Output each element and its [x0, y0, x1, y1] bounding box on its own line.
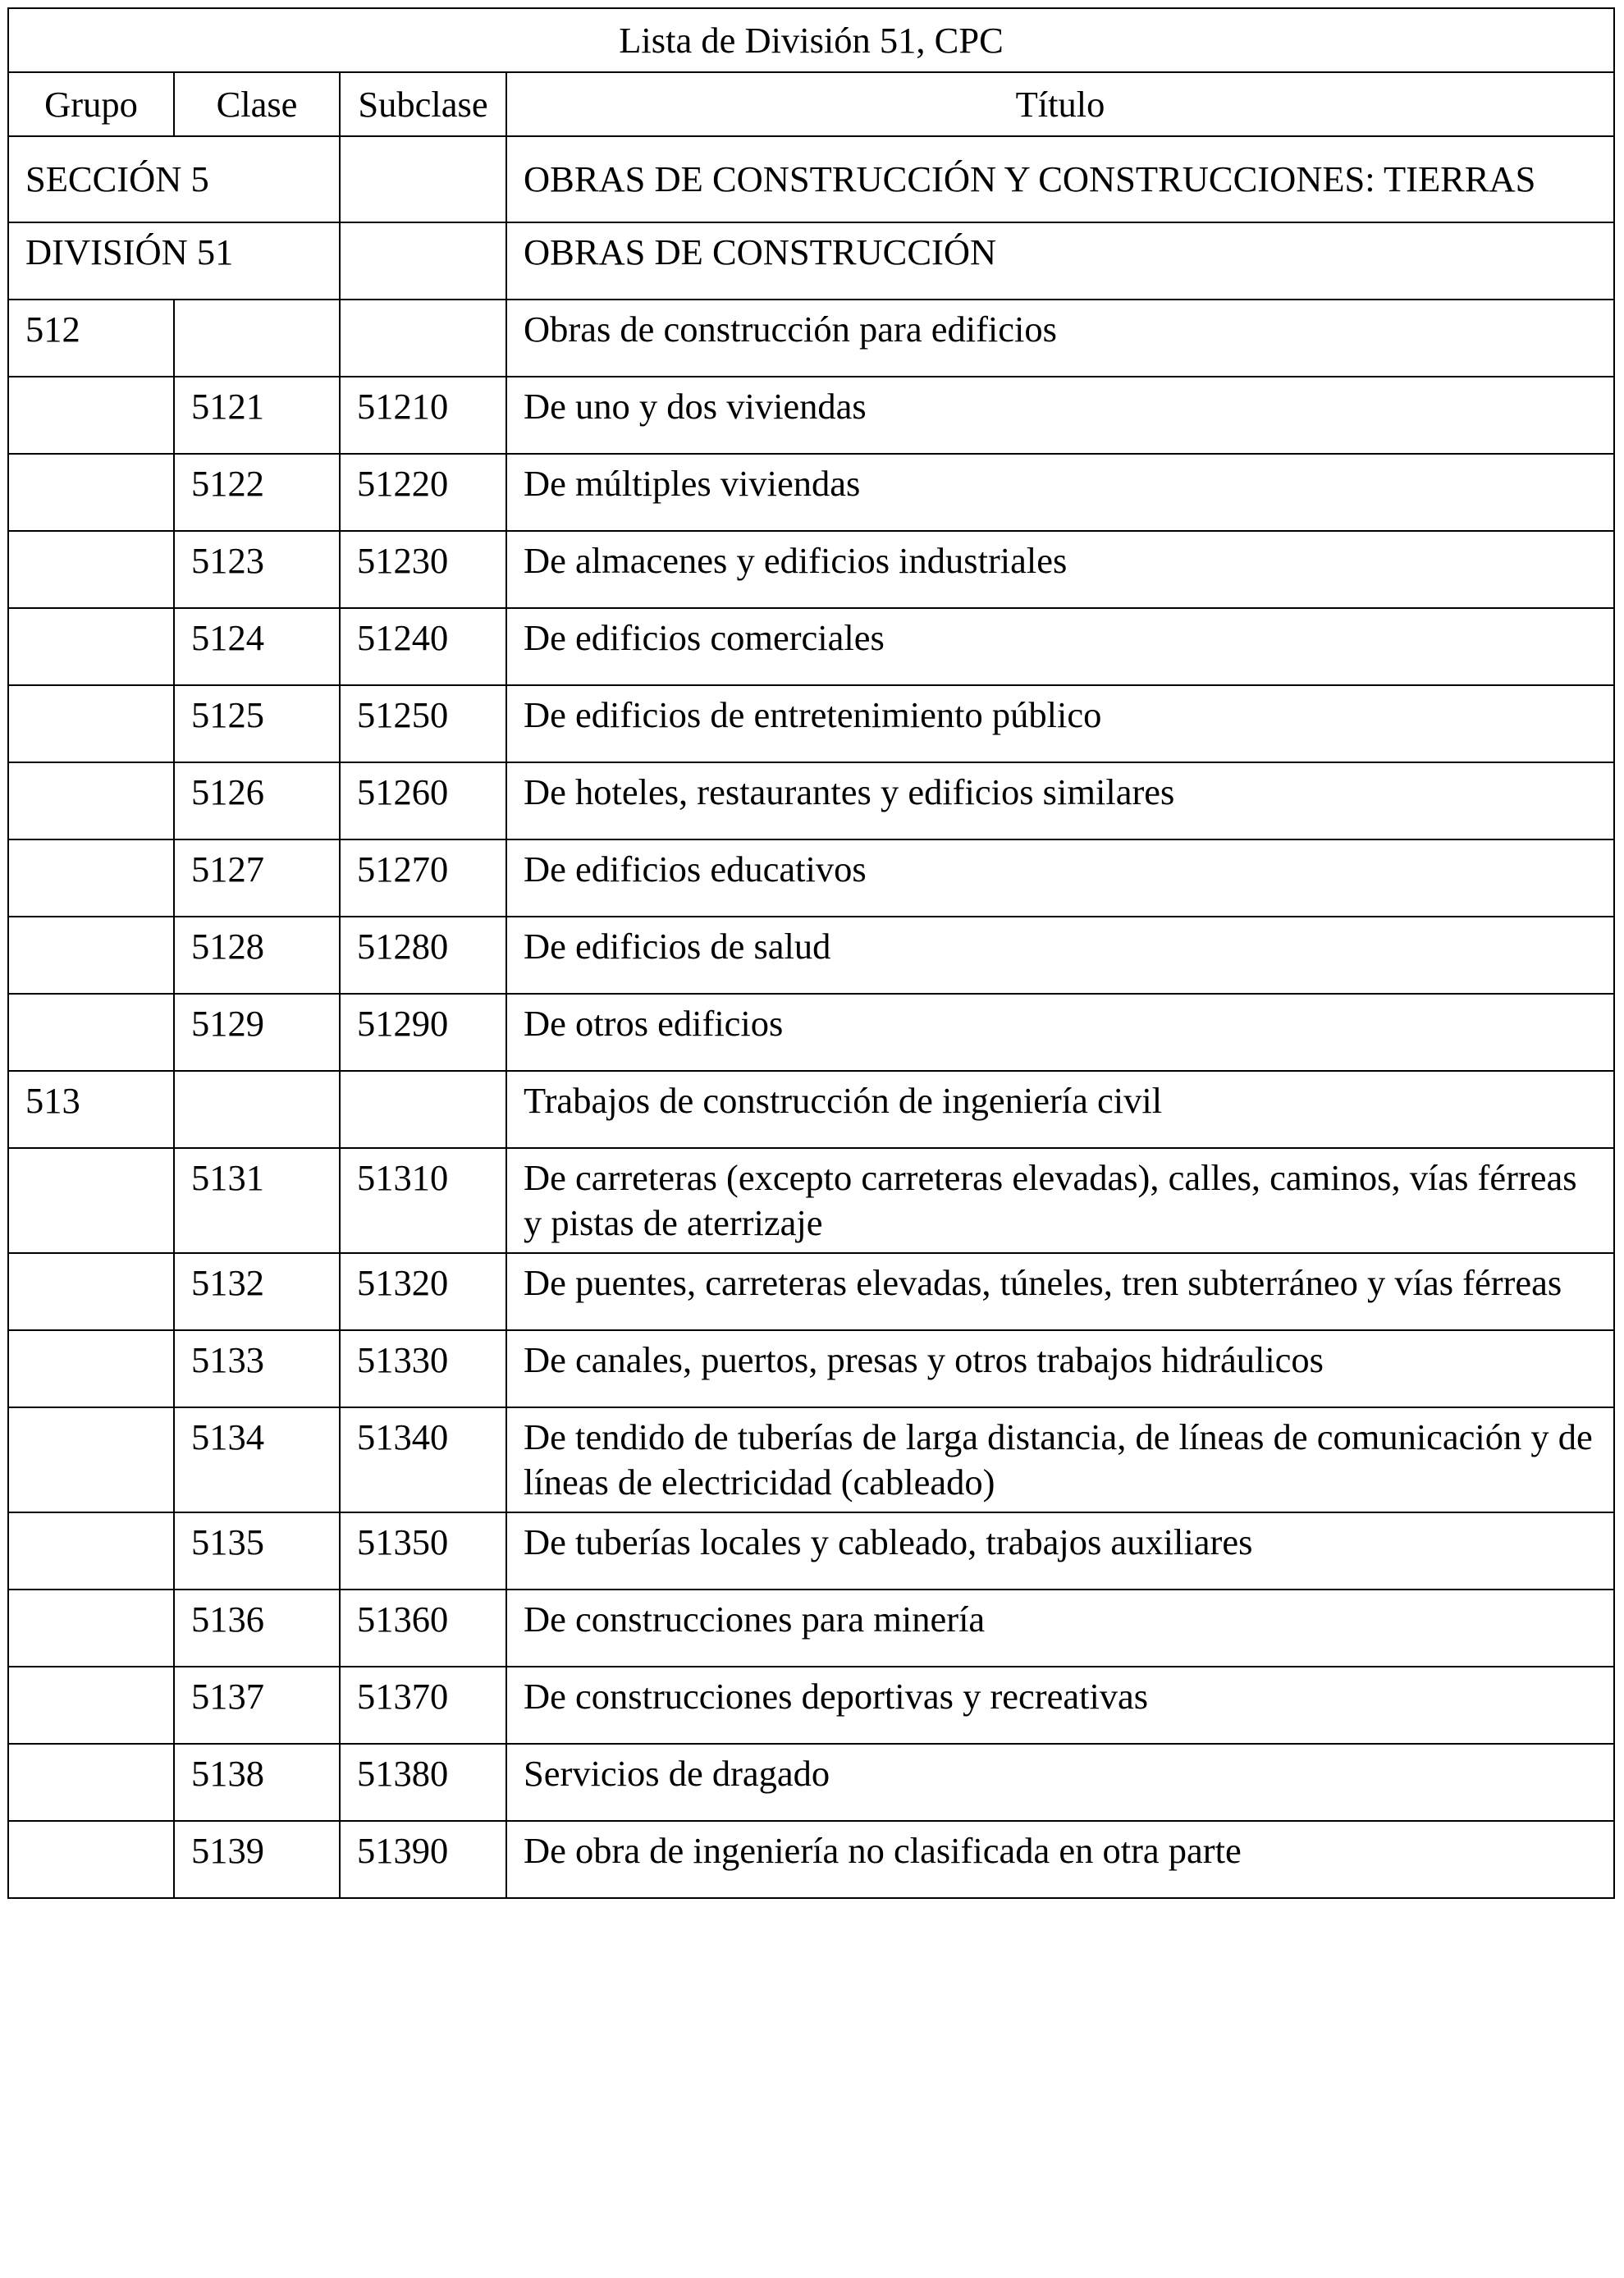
cell-subclase [340, 222, 506, 300]
cell-grupo [8, 377, 174, 454]
cell-titulo: De construcciones deportivas y recreativas [506, 1667, 1614, 1744]
cell-titulo: Trabajos de construcción de ingeniería civil [506, 1071, 1614, 1148]
cell-clase: 5134 [174, 1407, 340, 1512]
cell-grupo [8, 762, 174, 839]
table-row [8, 1071, 1614, 1148]
cell-titulo: De uno y dos viviendas [506, 377, 1614, 454]
table-row [8, 1407, 1614, 1512]
cell-titulo: De edificios educativos [506, 839, 1614, 917]
cell-subclase: 51220 [340, 454, 506, 531]
table-title: Lista de División 51, CPC [8, 8, 1614, 72]
cell-titulo: De puentes, carreteras elevadas, túneles, tren subterráneo y vías férreas [506, 1253, 1614, 1330]
cell-clase: 5121 [174, 377, 340, 454]
cell-subclase: 51230 [340, 531, 506, 608]
cell-subclase: 51280 [340, 917, 506, 994]
header-grupo: Grupo [8, 72, 174, 136]
cell-clase: 5124 [174, 608, 340, 685]
table-row [8, 222, 1614, 300]
table-row [8, 1148, 1614, 1253]
cell-clase: 5126 [174, 762, 340, 839]
cell-subclase: 51360 [340, 1590, 506, 1667]
cell-grupo [8, 994, 174, 1071]
section-row [8, 136, 1614, 222]
cell-titulo: De obra de ingeniería no clasificada en otra parte [506, 1821, 1614, 1898]
cell-subclase: 51270 [340, 839, 506, 917]
cell-grupo [8, 1407, 174, 1512]
cell-grupo [8, 1253, 174, 1330]
cell-clase: 5122 [174, 454, 340, 531]
cell-clase: 5133 [174, 1330, 340, 1407]
table-row [8, 454, 1614, 531]
table-row [8, 1512, 1614, 1590]
cell-subclase: 51330 [340, 1330, 506, 1407]
cell-clase: 5135 [174, 1512, 340, 1590]
table-row [8, 994, 1614, 1071]
cell-clase [174, 300, 340, 377]
table-row [8, 917, 1614, 994]
cell-subclase [340, 300, 506, 377]
cell-subclase: 51340 [340, 1407, 506, 1512]
cell-grupo [8, 1590, 174, 1667]
cell-subclase: 51320 [340, 1253, 506, 1330]
table-title-row [8, 8, 1614, 72]
cpc-division-table [7, 7, 1615, 1899]
section-subclase [340, 136, 506, 222]
table-row [8, 377, 1614, 454]
cell-subclase: 51260 [340, 762, 506, 839]
table-row [8, 685, 1614, 762]
cell-grupo: DIVISIÓN 51 [8, 222, 340, 300]
section-label: SECCIÓN 5 [8, 136, 340, 222]
cell-clase: 5131 [174, 1148, 340, 1253]
cell-grupo [8, 1330, 174, 1407]
cell-titulo: De canales, puertos, presas y otros trabajos hidráulicos [506, 1330, 1614, 1407]
cell-grupo [8, 1667, 174, 1744]
cell-titulo: De otros edificios [506, 994, 1614, 1071]
cell-titulo: De almacenes y edificios industriales [506, 531, 1614, 608]
cell-subclase: 51310 [340, 1148, 506, 1253]
cell-grupo [8, 839, 174, 917]
cell-clase: 5137 [174, 1667, 340, 1744]
cell-subclase: 51290 [340, 994, 506, 1071]
cell-clase: 5123 [174, 531, 340, 608]
cell-grupo [8, 685, 174, 762]
cell-grupo [8, 608, 174, 685]
cell-subclase [340, 1071, 506, 1148]
table-row [8, 1330, 1614, 1407]
cell-subclase: 51210 [340, 377, 506, 454]
table-row [8, 1253, 1614, 1330]
table-row [8, 1590, 1614, 1667]
cell-titulo: De hoteles, restaurantes y edificios similares [506, 762, 1614, 839]
cell-titulo: De edificios de salud [506, 917, 1614, 994]
cell-clase [174, 1071, 340, 1148]
cell-subclase: 51380 [340, 1744, 506, 1821]
cell-clase: 5138 [174, 1744, 340, 1821]
cell-titulo: De tendido de tuberías de larga distancia, de líneas de comunicación y de líneas de electricidad (cableado) [506, 1407, 1614, 1512]
cell-grupo [8, 1744, 174, 1821]
cell-titulo: De construcciones para minería [506, 1590, 1614, 1667]
table-row [8, 608, 1614, 685]
cell-titulo: De edificios comerciales [506, 608, 1614, 685]
cell-clase: 5139 [174, 1821, 340, 1898]
header-clase: Clase [174, 72, 340, 136]
cell-subclase: 51390 [340, 1821, 506, 1898]
cell-grupo [8, 1821, 174, 1898]
cell-clase: 5129 [174, 994, 340, 1071]
header-titulo: Título [506, 72, 1614, 136]
cell-grupo [8, 1148, 174, 1253]
table-row [8, 839, 1614, 917]
cell-clase: 5127 [174, 839, 340, 917]
table-row [8, 300, 1614, 377]
cell-titulo: De tuberías locales y cableado, trabajos auxiliares [506, 1512, 1614, 1590]
cell-subclase: 51250 [340, 685, 506, 762]
cell-grupo [8, 454, 174, 531]
table-row [8, 1821, 1614, 1898]
cell-subclase: 51350 [340, 1512, 506, 1590]
cell-clase: 5125 [174, 685, 340, 762]
cell-grupo [8, 917, 174, 994]
cell-grupo: 513 [8, 1071, 174, 1148]
cell-titulo: OBRAS DE CONSTRUCCIÓN [506, 222, 1614, 300]
cell-titulo: Servicios de dragado [506, 1744, 1614, 1821]
table-row [8, 1667, 1614, 1744]
cell-titulo: De carreteras (excepto carreteras elevadas), calles, caminos, vías férreas y pistas de aterrizaje [506, 1148, 1614, 1253]
table-row [8, 531, 1614, 608]
cell-clase: 5128 [174, 917, 340, 994]
cell-grupo [8, 531, 174, 608]
cell-grupo: 512 [8, 300, 174, 377]
header-row [8, 72, 1614, 136]
cell-subclase: 51240 [340, 608, 506, 685]
cell-subclase: 51370 [340, 1667, 506, 1744]
cell-titulo: Obras de construcción para edificios [506, 300, 1614, 377]
cell-clase: 5132 [174, 1253, 340, 1330]
cell-grupo [8, 1512, 174, 1590]
header-subclase: Subclase [340, 72, 506, 136]
table-row [8, 762, 1614, 839]
cell-clase: 5136 [174, 1590, 340, 1667]
cell-titulo: De edificios de entretenimiento público [506, 685, 1614, 762]
table-row [8, 1744, 1614, 1821]
section-title: OBRAS DE CONSTRUCCIÓN Y CONSTRUCCIONES: TIERRAS [506, 136, 1614, 222]
cell-titulo: De múltiples viviendas [506, 454, 1614, 531]
